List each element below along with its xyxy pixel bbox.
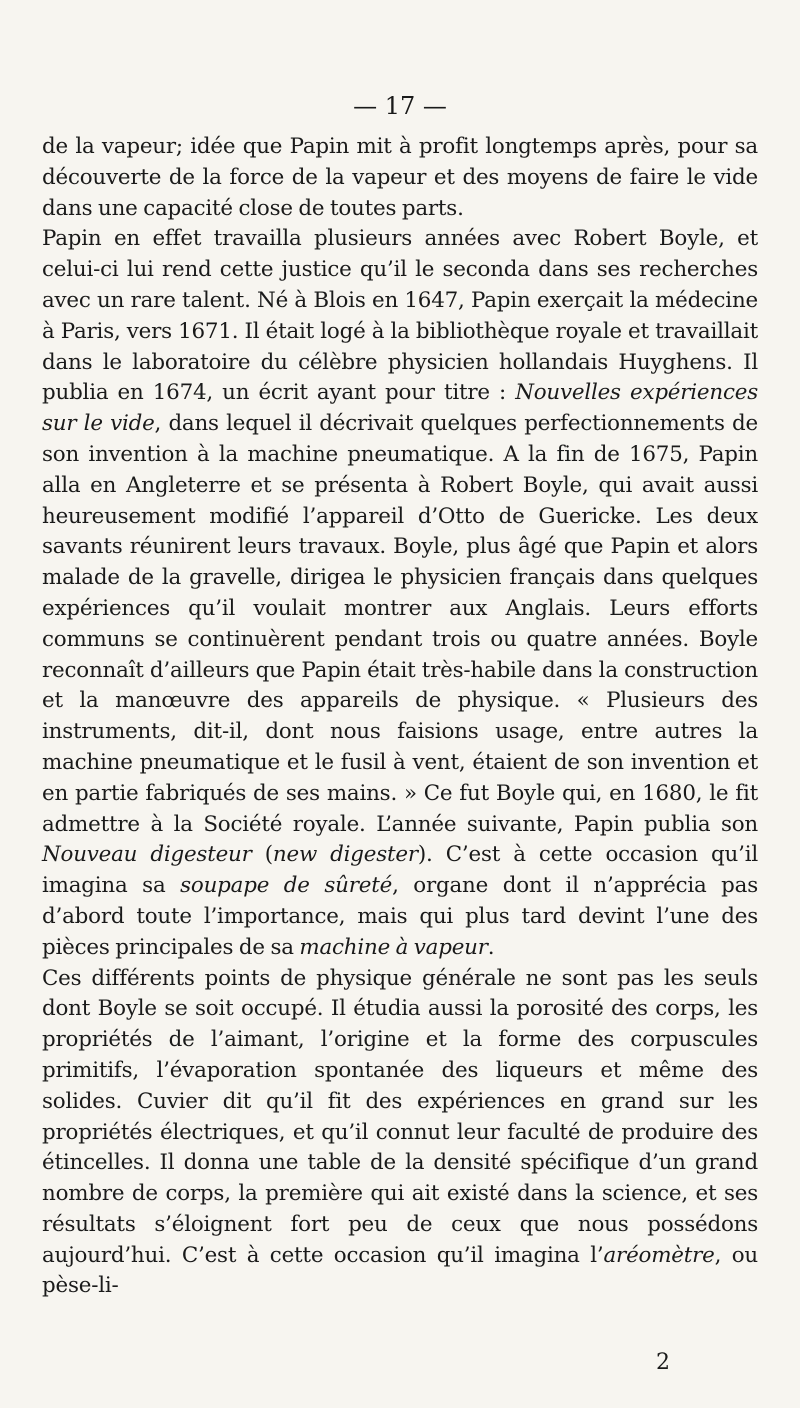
page-number: — 17 —	[353, 92, 447, 120]
text-run: ). C’est à cette occasion qu’il imagina sa	[42, 842, 758, 899]
text-run: , ou pèse-li-	[42, 1242, 758, 1299]
italic-text: machine à vapeur	[299, 934, 488, 960]
text-run: Ces différents points de physique générale ne sont pas les seuls dont Boyle se soit occupé. Il étudia aussi la porosité des corps, les propriétés de l’aimant, l’origine et la forme des corpuscules primitifs, l’évaporation spontanée des liqueurs et même des solides. Cuvier dit qu’il fit des expériences en grand sur les propriétés électriques, et qu’il connut leur faculté de produire des étincelles. Il donna une table de la densité spécifique d’un grand nombre de corps, la première qui ait existé dans la science, et ses résultats s’éloignent fort peu de ceux que nous possédons aujourd’hui. C’est à cette occasion qu’il imagina l’	[42, 965, 758, 1268]
italic-text: soupape de sûreté	[180, 873, 393, 899]
paragraph-p1	[42, 132, 758, 224]
book-page	[42, 88, 758, 1302]
paragraph-p3	[42, 964, 758, 1303]
italic-text: Nouvelles expériences sur le vide	[42, 380, 758, 437]
text-run: , dans lequel il décrivait quelques perfectionnements de son invention à la machine pneumatique. A la fin de 1675, Papin alla en Angleterre et se présenta à Robert Boyle, qui avait aussi heureusement modifié l’appareil d’Otto de Guericke. Les deux savants réunirent leurs travaux. Boyle, plus âgé que Papin et alors malade de la gravelle, dirigea le physicien français dans quelques expériences qu’il voulait montrer aux Anglais. Leurs efforts communs se continuèrent pendant trois ou quatre années. Boyle reconnaît d’ailleurs que Papin était très-habile dans la construction et la manœuvre des appareils de physique. « Plusieurs des instruments, dit-il, dont nous faisions usage, entre autres la machine pneumatique et le fusil à vent, étaient de son invention et en partie fabriqués de ses mains. » Ce fut Boyle qui, en 1680, le fit admettre à la Société royale. L’année suivante, Papin publia son	[42, 411, 758, 837]
text-run: de la vapeur; idée que Papin mit à profit longtemps après, pour sa découverte de la force de la vapeur et des moyens de faire le vide dans une capacité close de toutes parts.	[42, 134, 758, 221]
italic-text: aréomètre	[603, 1242, 715, 1268]
italic-text: Nouveau digesteur	[42, 842, 252, 868]
body-text	[42, 132, 758, 1302]
paragraph-p2	[42, 224, 758, 963]
signature-mark: 2	[656, 1350, 670, 1375]
italic-text: new digester	[272, 842, 418, 868]
text-run: Papin en effet travailla plusieurs années avec Robert Boyle, et celui-ci lui rend cette justice qu’il le seconda dans ses recherches avec un rare talent. Né à Blois en 1647, Papin exerçait la médecine à Paris, vers 1671. Il était logé à la bibliothèque royale et travaillait dans le laboratoire du célèbre physicien hollandais Huyghens. Il publia en 1674, un écrit ayant pour titre :	[42, 226, 758, 406]
text-run: .	[487, 934, 495, 960]
text-run: , organe dont il n’apprécia pas d’abord toute l’importance, mais qui plus tard devint l’une des pièces principales de sa	[42, 873, 758, 960]
text-run: (	[251, 842, 273, 868]
